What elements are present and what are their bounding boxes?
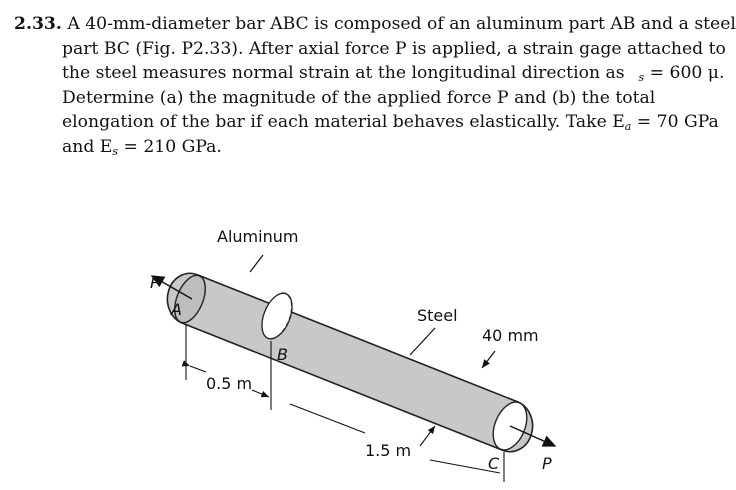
- diameter-leader: [482, 351, 495, 368]
- ea-subscript: a: [624, 120, 632, 134]
- problem-line-5: [14, 110, 719, 135]
- bar-drawing: [130, 220, 590, 485]
- problem-text-5b: = 70 GPa: [636, 112, 719, 133]
- problem-text-3b: = 600 μ.: [649, 63, 725, 84]
- label-force-p-left: P: [150, 273, 160, 292]
- es-subscript: s: [112, 144, 118, 158]
- problem-text-6b: = 210 GPa.: [123, 136, 222, 157]
- problem-line-2: [14, 37, 726, 62]
- problem-text-4: Determine (a) the magnitude of the applied force P and (b) the total: [62, 87, 656, 108]
- label-point-a: A: [171, 300, 182, 319]
- problem-text-2: part BC (Fig. P2.33). After axial force P is applied, a strain gage attached to: [62, 38, 726, 59]
- dim-line-bc-arrow: [420, 426, 435, 446]
- label-diameter: 40 mm: [482, 326, 539, 345]
- label-length-ab: 0.5 m: [206, 374, 253, 393]
- dim-line-ab-2: [252, 390, 269, 397]
- problem-text-3a: the steel measures normal strain at the longitudinal direction as: [62, 63, 625, 84]
- label-aluminum: Aluminum: [217, 227, 299, 246]
- bar-body: [167, 273, 532, 451]
- problem-number: 2.33.: [14, 14, 62, 34]
- problem-line-4: [14, 86, 686, 111]
- label-point-b: B: [277, 345, 288, 364]
- label-point-c: C: [488, 454, 500, 473]
- label-force-p-right: P: [542, 454, 552, 473]
- bar-figure: [130, 220, 590, 485]
- strain-subscript: s: [638, 71, 645, 85]
- problem-text-5a: elongation of the bar if each material behaves elastically. Take E: [62, 112, 625, 133]
- problem-line-1: [14, 12, 736, 37]
- dim-line-ab: [190, 366, 206, 372]
- label-steel: Steel: [417, 306, 458, 325]
- steel-leader: [410, 328, 435, 355]
- problem-statement: [14, 12, 736, 160]
- problem-line-3: [14, 61, 725, 86]
- dim-line-bc: [290, 404, 365, 433]
- problem-text-1: A 40-mm-diameter bar ABC is composed of an aluminum part AB and a steel: [67, 14, 736, 34]
- aluminum-leader: [250, 255, 263, 272]
- label-length-bc: 1.5 m: [365, 441, 412, 460]
- problem-line-6: [14, 135, 686, 160]
- problem-text-6a: and E: [62, 136, 113, 157]
